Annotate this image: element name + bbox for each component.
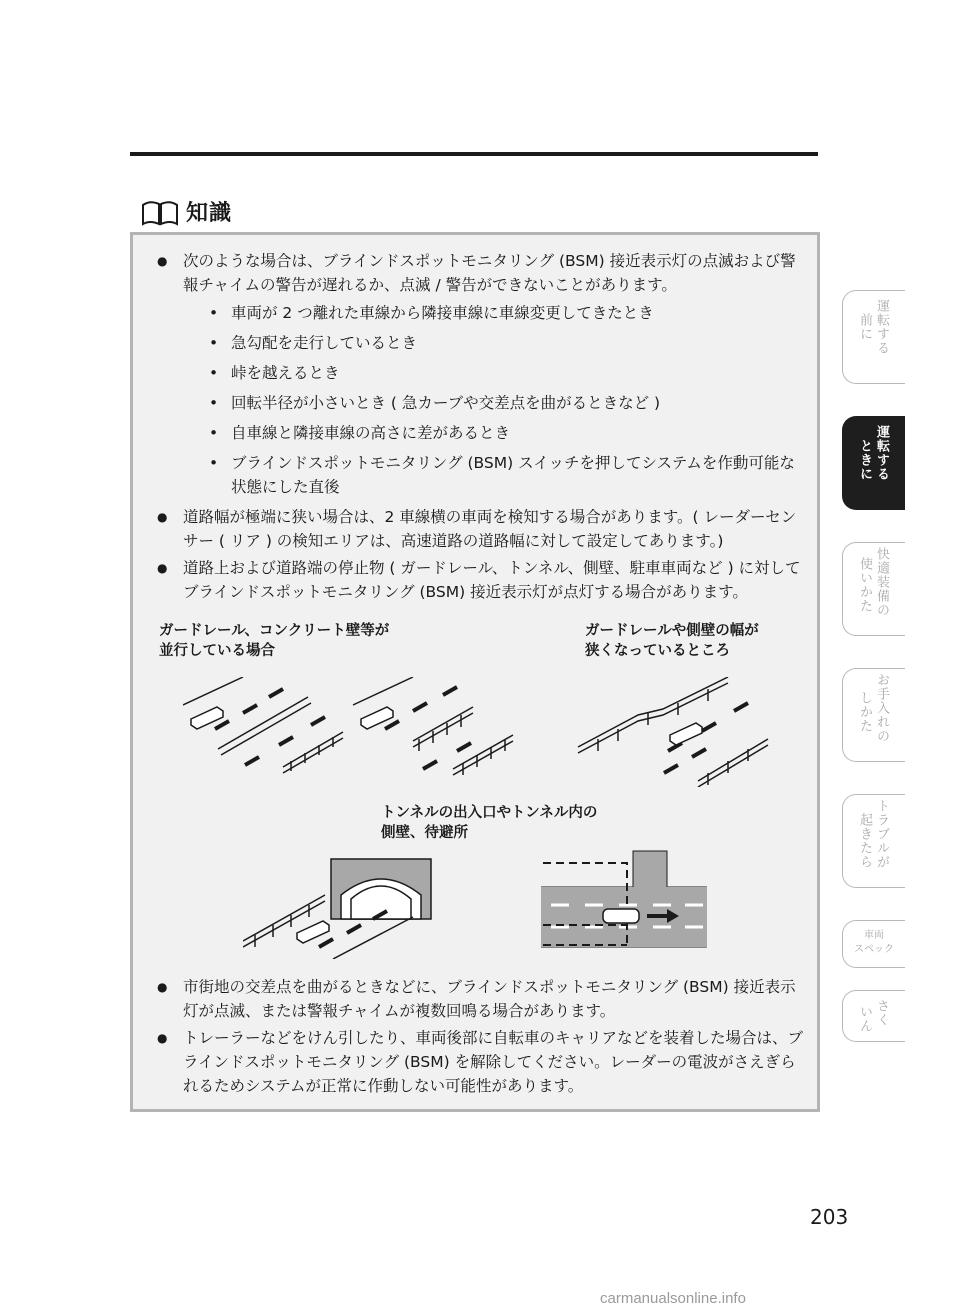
tab-index[interactable] [842,990,905,1042]
sub-list-item: • 車両が 2 つ離れた車線から隣接車線に車線変更してきたとき [183,301,803,325]
tab-specs[interactable] [842,920,905,968]
section-title: 知識 [186,201,233,226]
caption-line: 側壁、待避所 [381,825,468,841]
list-item: ● 道路上および道路端の停止物 ( ガードレール、トンネル、側壁、駐車車両など ) に対してブラインドスポットモニタリング (BSM) 接近表示灯が点灯する場合があります。 [153,556,803,604]
top-rule [130,152,818,156]
tab-while-driving[interactable] [842,416,905,510]
caption-line: ガードレール、コンクリート壁等が [159,623,390,639]
caption-tunnel [381,803,597,843]
page-number: 203 [810,1205,849,1229]
tab-label: 使いかた [857,557,872,613]
sub-list-item: • 峠を越えるとき [183,361,803,385]
tab-label: 前に [857,313,872,341]
bullet-list-top [153,249,803,607]
passing-place-illustration [541,847,707,949]
tab-label: ときに [857,439,872,481]
caption-line: トンネルの出入口やトンネル内の [381,805,598,821]
knowledge-box [130,232,820,1112]
caption-narrowing [585,621,759,661]
tab-comfort-features[interactable] [842,542,905,636]
bullet-list-bottom [153,975,803,1101]
tab-label: 起きたら [857,813,872,869]
tab-maintenance[interactable] [842,668,905,762]
caption-line: 並行している場合 [159,643,275,659]
sub-list-item: • ブラインドスポットモニタリング (BSM) スイッチを押してシステムを作動可能な状態にした直後 [183,451,803,499]
tab-label: スペック [854,944,894,955]
sub-list-item: • 回転半径が小さいとき ( 急カーブや交差点を曲がるときなど ) [183,391,803,415]
tab-troubleshooting[interactable] [842,794,905,888]
sub-list [183,301,803,499]
paragraph-text: 次のような場合は、ブラインドスポットモニタリング (BSM) 接近表示灯の点滅および警報チャイムの警告が遅れるか、点滅 / 警告ができないことがあります。 [183,252,796,294]
guardrail-illustration [183,677,803,787]
tab-label: 車両 [864,930,884,941]
caption-line: ガードレールや側壁の幅が [585,623,759,639]
tab-label: お手入れの [874,673,889,743]
sub-list-item: • 自車線と隣接車線の高さに差があるとき [183,421,803,445]
list-item: ● トレーラーなどをけん引したり、車両後部に自転車のキャリアなどを装着した場合は、ブラインドスポットモニタリング (BSM) を解除してください。レーダーの電波がさえぎられるためシステムが正常に作動しない可能性があります。 [153,1026,803,1098]
caption-guardrail [159,621,389,661]
list-item: ● 市街地の交差点を曲がるときなどに、ブラインドスポットモニタリング (BSM) 接近表示灯が点滅、または警報チャイムが複数回鳴る場合があります。 [153,975,803,1023]
watermark: carmanualsonline.info [600,1290,746,1307]
list-item [153,249,803,499]
tab-label: トラブルが [874,799,889,869]
caption-line: 狭くなっているところ [585,643,730,659]
tab-label: さく [874,999,889,1027]
tab-label: しかた [857,691,872,733]
section-header [140,196,232,227]
tab-label: 運転する [874,299,889,355]
tab-label: いん [857,1005,872,1033]
tunnel-illustration [243,855,443,959]
book-icon [140,197,180,227]
tab-label: 運転する [874,425,889,481]
sub-list-item: • 急勾配を走行しているとき [183,331,803,355]
list-item: ● 道路幅が極端に狭い場合は、2 車線横の車両を検知する場合があります。( レーダーセンサー ( リア ) の検知エリアは、高速道路の道路幅に対して設定してあります。) [153,505,803,553]
tab-before-driving[interactable] [842,290,905,384]
tab-label: 快適装備の [874,547,889,617]
